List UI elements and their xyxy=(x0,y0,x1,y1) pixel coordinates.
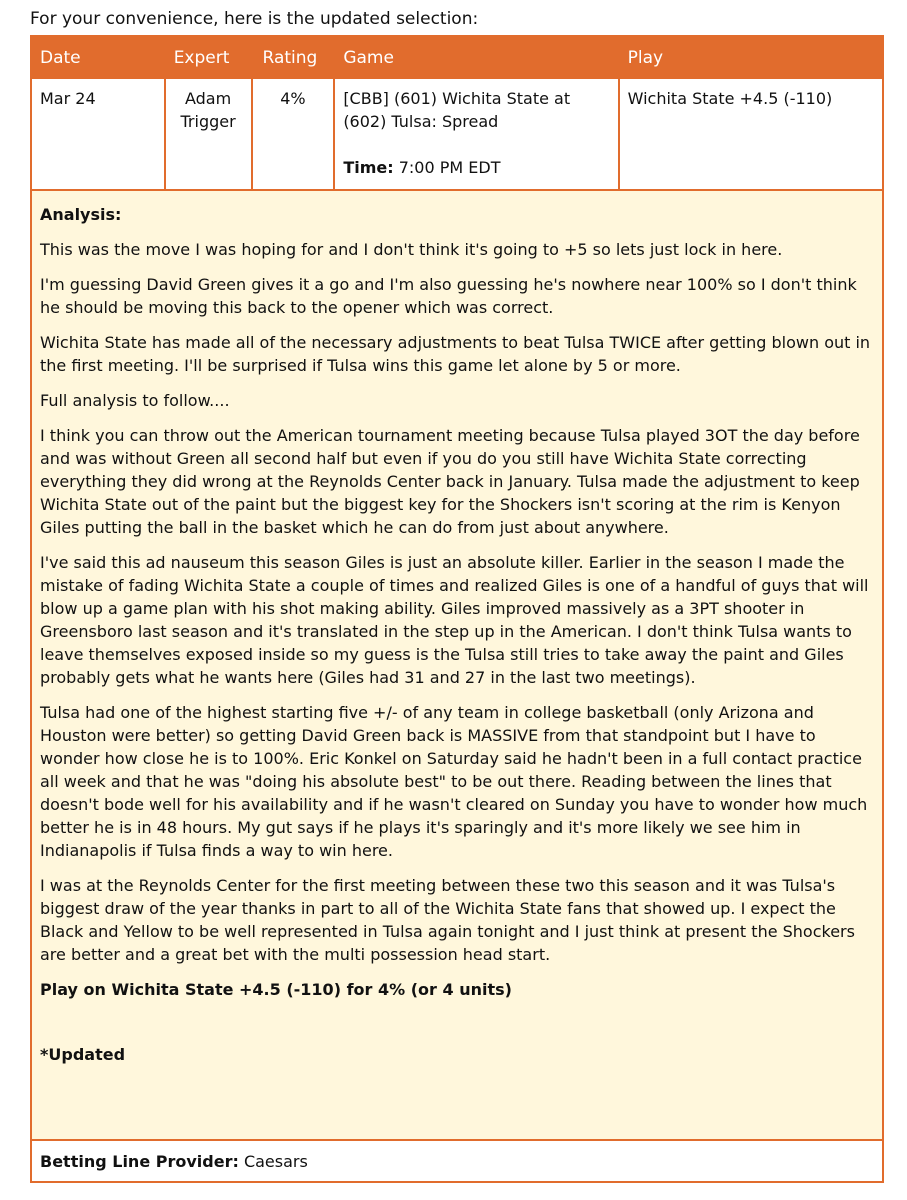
provider-value: Caesars xyxy=(243,1152,308,1171)
header-date: Date xyxy=(40,47,81,68)
analysis-section xyxy=(32,189,882,1139)
cell-date: Mar 24 xyxy=(32,79,166,189)
selection-card xyxy=(30,35,884,1183)
cell-rating: 4% xyxy=(253,79,336,189)
intro-text: For your convenience, here is the updated selection: xyxy=(30,9,479,29)
table-header xyxy=(32,37,882,78)
analysis-paragraph: I've said this ad nauseum this season Giles is just an absolute killer. Earlier in the season I made the mistake of fading Wichita State a couple of times and realized Giles is one of a handful of guys that will blow up a game plan with his shot making ability. Giles improved massively as a 3PT shooter in Greensboro last season and it's translated in the step up in the American. I don't think Tulsa wants to leave themselves exposed inside so my guess is the Tulsa still tries to take away the paint and Giles probably gets what he wants here (Giles had 31 and 27 in the last two meetings). xyxy=(40,553,869,687)
provider-label: Betting Line Provider: xyxy=(40,1152,239,1171)
time-label: Time: xyxy=(343,158,394,177)
game-title: [CBB] (601) Wichita State at (602) Tulsa: Spread xyxy=(343,89,571,131)
table-row xyxy=(32,78,882,189)
analysis-paragraph: This was the move I was hoping for and I don't think it's going to +5 so lets just lock in here. xyxy=(40,240,783,259)
analysis-paragraph: I was at the Reynolds Center for the first meeting between these two this season and it was Tulsa's biggest draw of the year thanks in part to all of the Wichita State fans that showed up. I expect the Black and Yellow to be well represented in Tulsa again tonight and I just think at present the Shockers are better and a great bet with the multi possession head start. xyxy=(40,876,855,964)
analysis-paragraph: Full analysis to follow.... xyxy=(40,391,230,410)
header-rating: Rating xyxy=(262,47,318,68)
play-recommendation: Play on Wichita State +4.5 (-110) for 4% (or 4 units) xyxy=(40,980,512,999)
time-value: 7:00 PM EDT xyxy=(398,158,501,177)
analysis-paragraph: Wichita State has made all of the necessary adjustments to beat Tulsa TWICE after getting blown out in the first meeting. I'll be surprised if Tulsa wins this game let alone by 5 or more. xyxy=(40,333,871,375)
cell-expert: Adam Trigger xyxy=(166,79,253,189)
header-expert: Expert xyxy=(173,47,230,68)
analysis-heading: Analysis: xyxy=(40,205,122,224)
updated-note: *Updated xyxy=(40,1045,126,1064)
betting-line-provider xyxy=(32,1139,882,1181)
analysis-paragraph: I think you can throw out the American tournament meeting because Tulsa played 3OT the day before and was without Green all second half but even if you do you still have Wichita State correcting everything they did wrong at the Reynolds Center back in January. Tulsa made the adjustment to keep Wichita State out of the paint but the biggest key for the Shockers isn't scoring at the rim is Kenyon Giles putting the ball in the basket which he can do from just about anywhere. xyxy=(40,426,860,537)
analysis-paragraph: I'm guessing David Green gives it a go and I'm also guessing he's nowhere near 100% so I don't think he should be moving this back to the opener which was correct. xyxy=(40,275,857,317)
game-time xyxy=(343,156,609,179)
analysis-paragraph: Tulsa had one of the highest starting five +/- of any team in college basketball (only Arizona and Houston were better) so getting David Green back is MASSIVE from that standpoint but I have to wonder how close he is to 100%. Eric Konkel on Saturday said he hadn't been in a full contact practice all week and that he was "doing his absolute best" to be out there. Reading between the lines that doesn't bode well for his availability and if he wasn't cleared on Sunday you have to wonder how much better he is in 48 hours. My gut says if he plays it's sparingly and it's more likely we see him in Indianapolis if Tulsa finds a way to win here. xyxy=(40,703,868,860)
cell-game xyxy=(335,79,619,189)
cell-play: Wichita State +4.5 (-110) xyxy=(627,89,833,108)
header-play: Play xyxy=(627,47,664,68)
header-game: Game xyxy=(343,47,394,68)
